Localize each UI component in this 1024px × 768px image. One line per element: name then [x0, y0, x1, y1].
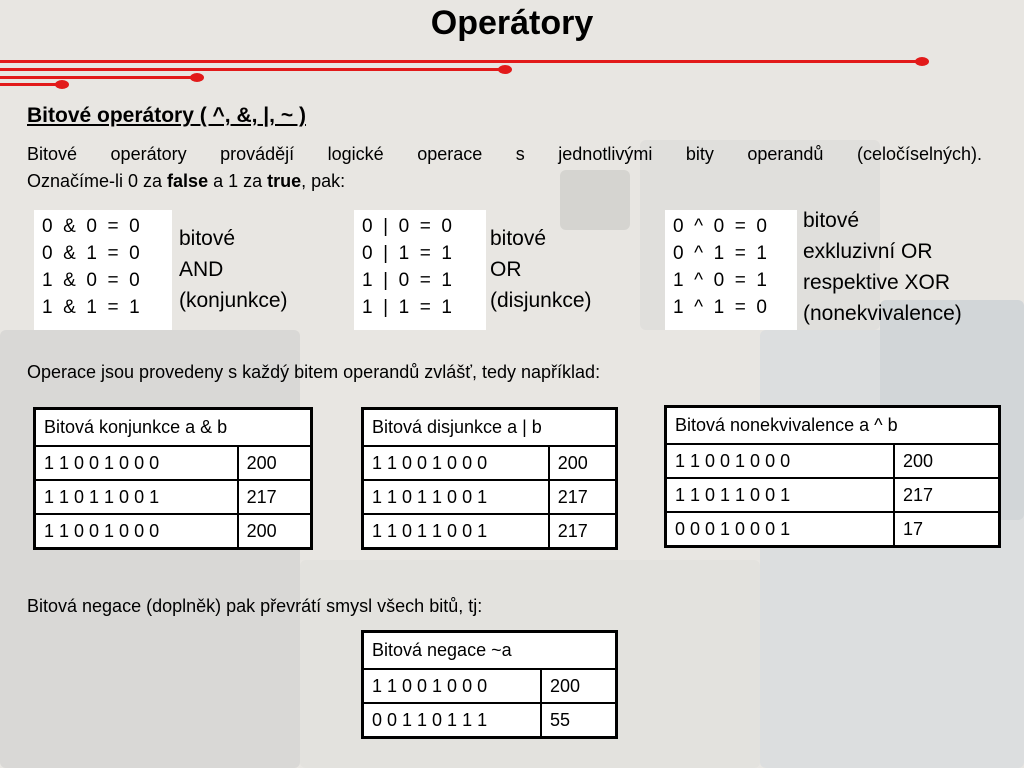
operations-intro: Operace jsou provedeny s každý bitem operandů zvlášť, tedy například: [27, 362, 601, 382]
false-keyword: false [167, 171, 209, 191]
truth-row: 1 & 1 = 1 [42, 297, 140, 318]
truth-row: 0 ^ 1 = 1 [673, 243, 767, 264]
table-row: 1 1 0 0 1 0 0 0 200 [35, 514, 312, 549]
truth-row: 1 | 0 = 1 [362, 270, 452, 291]
table-header: Bitová disjunkce a | b [363, 409, 617, 447]
and-truth-table [34, 210, 172, 330]
truth-row: 0 & 0 = 0 [42, 216, 140, 237]
page-title: Operátory [430, 4, 594, 42]
truth-row: 0 ^ 0 = 0 [673, 216, 767, 237]
table-row: 1 1 0 0 1 0 0 0 200 [666, 444, 1000, 478]
intro-paragraph [27, 141, 982, 195]
intro-line-1: Bitové operátory provádějí logické operace s jednotlivými bity operandů (celočíselných). [27, 144, 982, 164]
negation-table [361, 630, 618, 739]
xor-label: bitové exkluzivní OR respektive XOR (nonekvivalence) [803, 209, 962, 325]
intro-line-2: Označíme-li 0 za false a 1 za true, pak: [27, 171, 346, 191]
truth-row: 1 ^ 0 = 1 [673, 270, 767, 291]
truth-row: 0 | 0 = 0 [362, 216, 452, 237]
table-row: 1 1 0 1 1 0 0 1 217 [363, 514, 617, 549]
or-label: bitové OR (disjunkce) [490, 227, 592, 312]
xor-truth-table [665, 210, 797, 330]
section-heading: Bitové operátory ( ^, &, |, ~ ) [27, 104, 306, 127]
table-row: 1 1 0 1 1 0 0 1 217 [363, 480, 617, 514]
conjunction-table [33, 407, 313, 550]
table-row: 1 1 0 0 1 0 0 0 200 [35, 446, 312, 480]
table-row: 1 1 0 1 1 0 0 1 217 [35, 480, 312, 514]
disjunction-table [361, 407, 618, 550]
and-label: bitové AND (konjunkce) [179, 227, 288, 312]
table-row: 1 1 0 1 1 0 0 1 217 [666, 478, 1000, 512]
true-keyword: true [267, 171, 302, 191]
table-header: Bitová konjunkce a & b [35, 409, 312, 447]
table-header: Bitová negace ~a [363, 632, 617, 670]
truth-row: 0 & 1 = 0 [42, 243, 140, 264]
table-row: 0 0 1 1 0 1 1 1 55 [363, 703, 617, 738]
or-truth-table [354, 210, 486, 330]
truth-row: 1 & 0 = 0 [42, 270, 140, 291]
table-row: 0 0 0 1 0 0 0 1 17 [666, 512, 1000, 547]
table-row: 1 1 0 0 1 0 0 0 200 [363, 669, 617, 703]
table-row: 1 1 0 0 1 0 0 0 200 [363, 446, 617, 480]
table-header: Bitová nonekvivalence a ^ b [666, 407, 1000, 445]
nonequivalence-table [664, 405, 1001, 548]
negation-intro: Bitová negace (doplněk) pak převrátí smysl všech bitů, tj: [27, 596, 483, 616]
truth-row: 1 ^ 1 = 0 [673, 297, 767, 318]
truth-row: 0 | 1 = 1 [362, 243, 452, 264]
truth-row: 1 | 1 = 1 [362, 297, 452, 318]
